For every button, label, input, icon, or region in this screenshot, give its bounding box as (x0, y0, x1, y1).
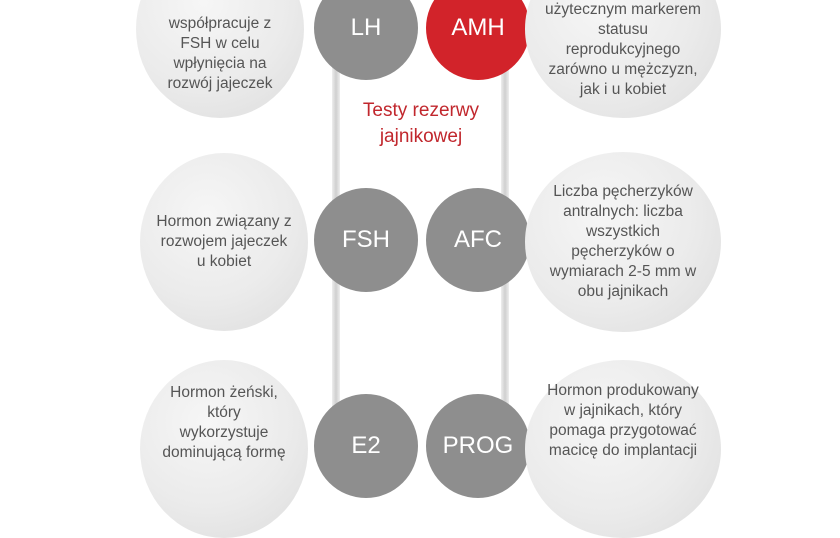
amh-node (426, 0, 530, 80)
fsh-description-bubble (140, 153, 308, 331)
afc-description-bubble (525, 152, 721, 332)
afc-node-label: AFC (454, 226, 502, 253)
e2-description-text: Hormon żeński, który wykorzystuje dominującą formę (162, 384, 286, 461)
amh-description-bubble (525, 0, 721, 118)
lh-node (314, 0, 418, 80)
fsh-description-text: Hormon związany z rozwojem jajeczek u kobiet (156, 213, 292, 270)
e2-node-label: E2 (351, 432, 381, 459)
lh-description-text: współpracuje z FSH w celu wpłynięcia na rozwój jajeczek (167, 15, 273, 92)
fsh-node-label: FSH (342, 226, 390, 253)
ovarian-reserve-tests-label: Testy rezerwy jajnikowej (362, 100, 480, 147)
prog-node-label: PROG (442, 432, 514, 459)
amh-description-text: użytecznym markerem statusu reprodukcyjnego zarówno u mężczyzn, jak i u kobiet (545, 1, 701, 98)
prog-node (426, 394, 530, 498)
afc-node (426, 188, 530, 292)
e2-description-bubble (140, 360, 308, 538)
amh-node-label: AMH (451, 14, 505, 41)
fsh-node (314, 188, 418, 292)
afc-description-text: Liczba pęcherzyków antralnych: liczba wszystkich pęcherzyków o wymiarach 2-5 mm w obu jajnikach (549, 183, 697, 300)
prog-description-text: Hormon produkowany w jajnikach, który pomaga przygotować macicę do implantacji (547, 382, 699, 459)
prog-description-bubble (525, 360, 721, 538)
e2-node (314, 394, 418, 498)
lh-description-bubble (136, 0, 304, 118)
lh-node-label: LH (350, 14, 382, 41)
